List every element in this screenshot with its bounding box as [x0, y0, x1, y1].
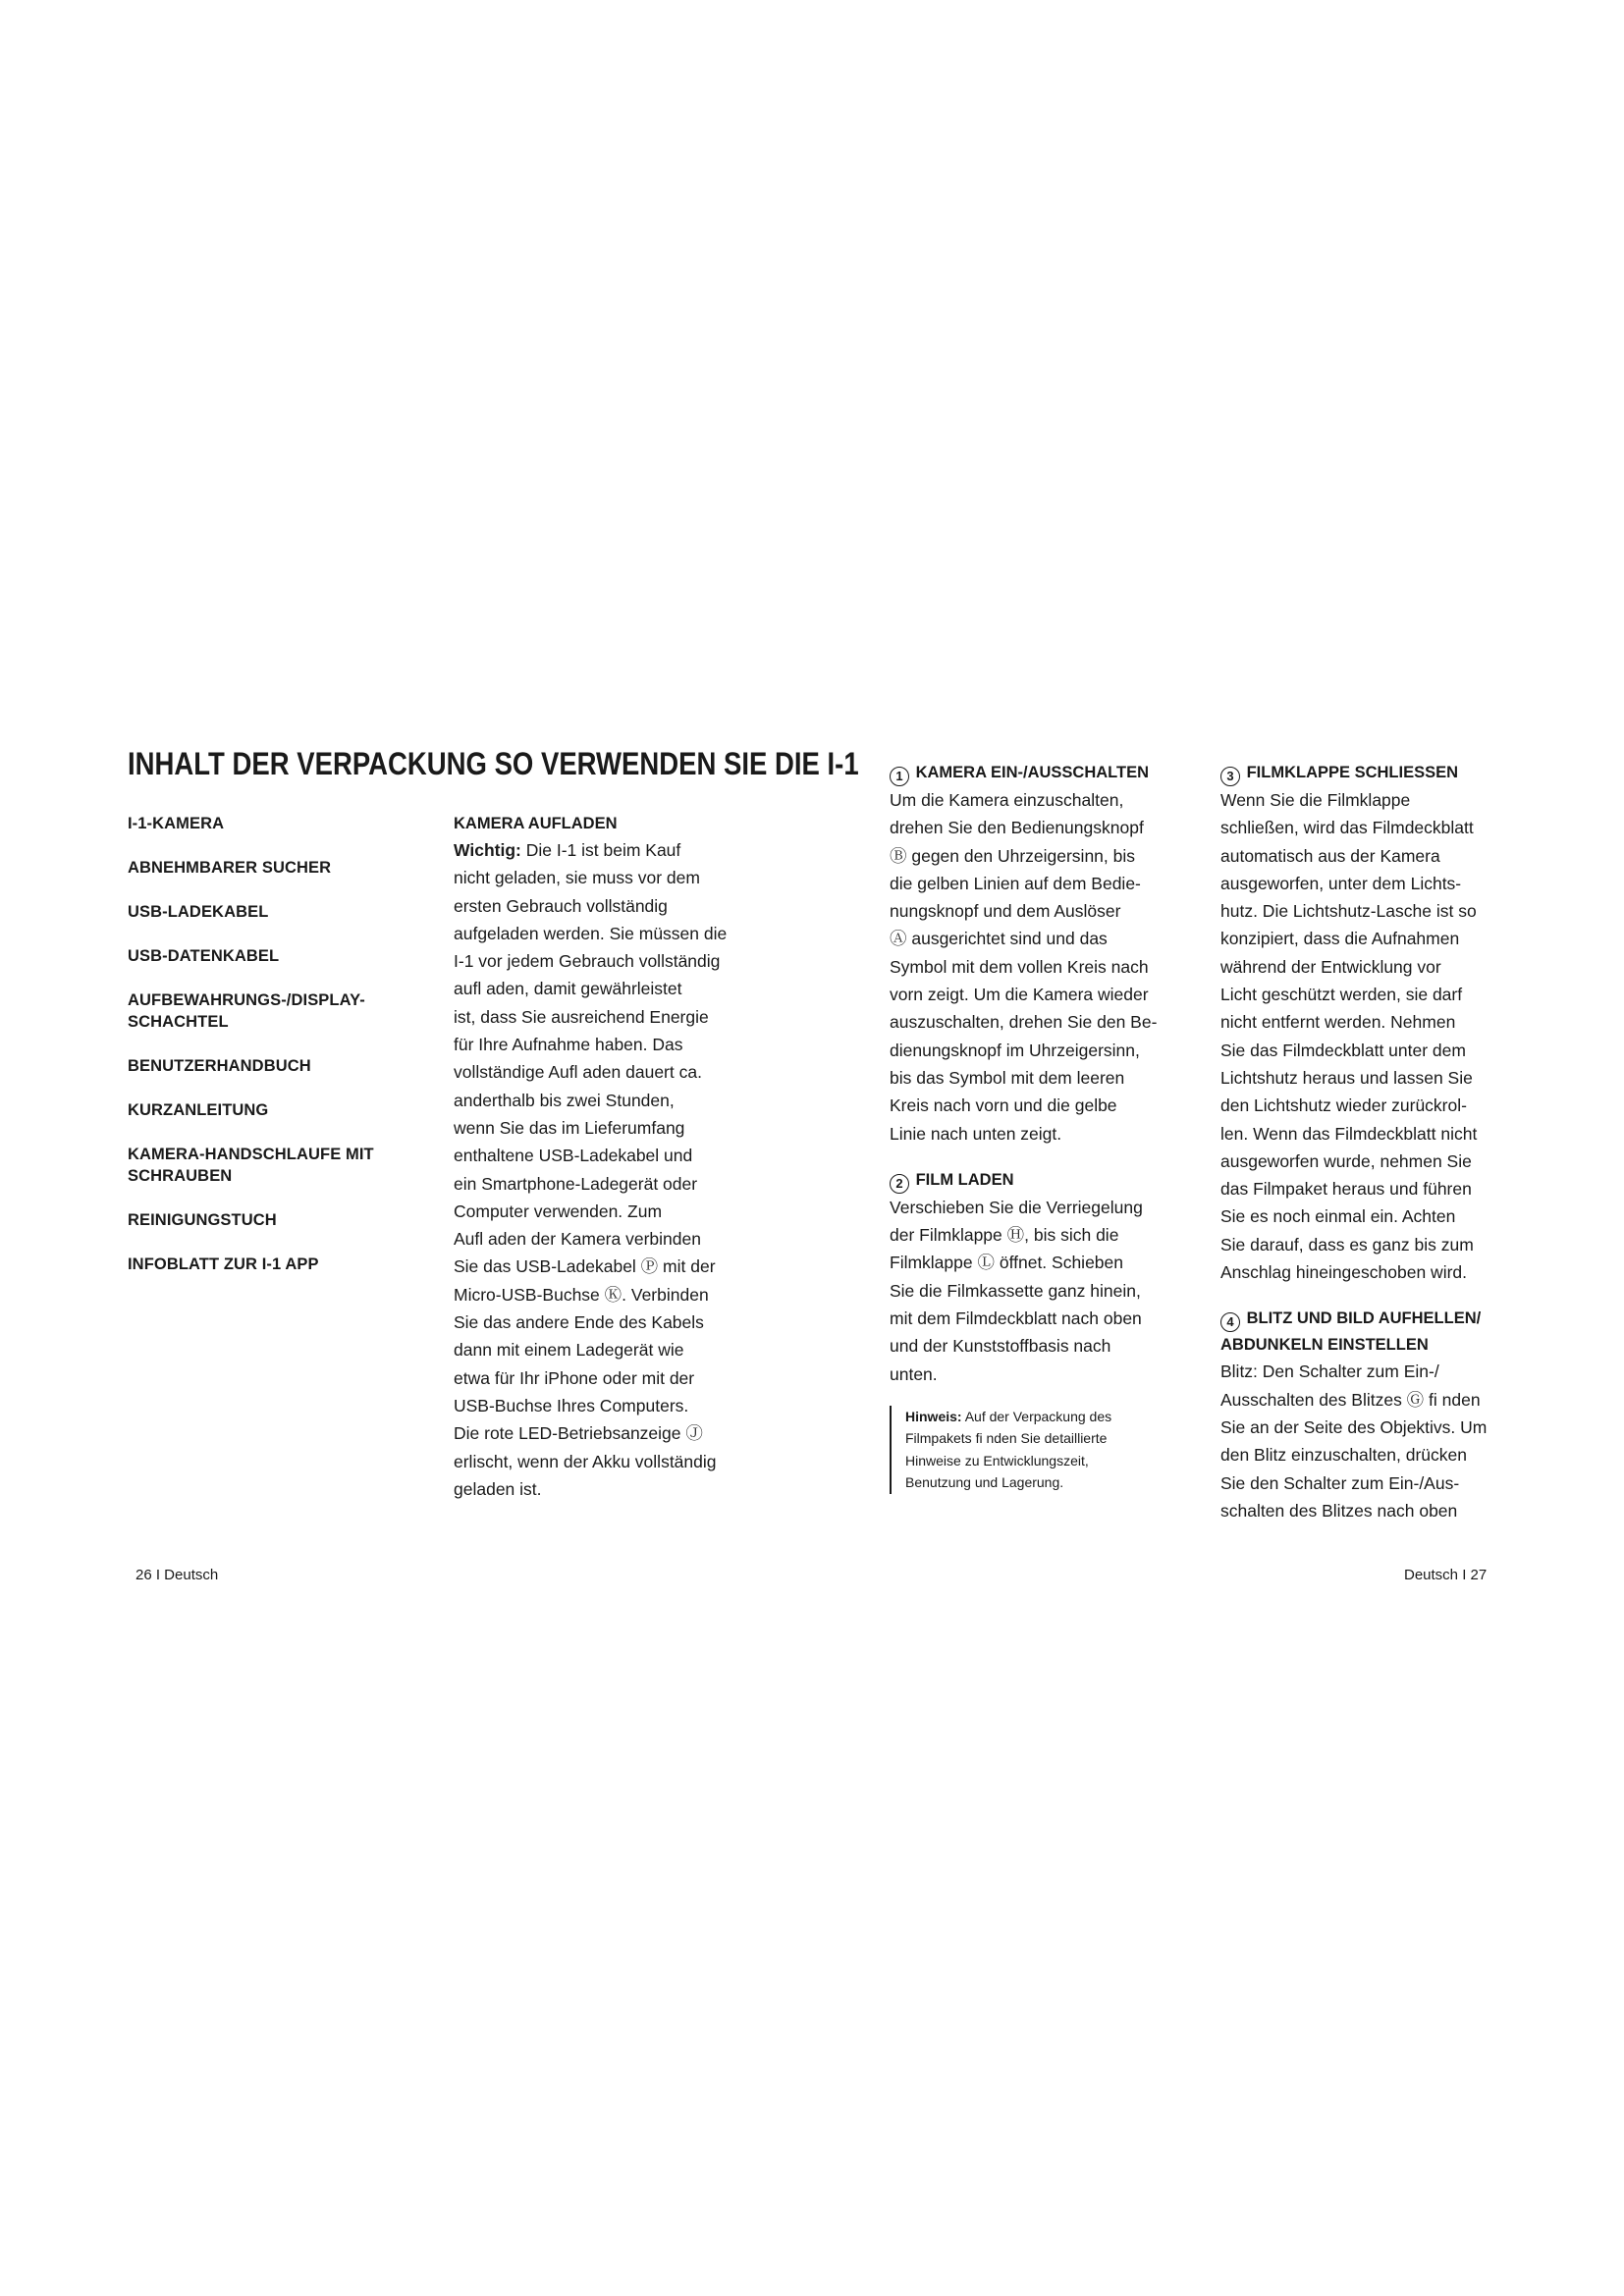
- page-title: INHALT DER VERPACKUNG SO VERWENDEN SIE DIE I-1: [128, 746, 859, 781]
- text-line: Micro-USB-Buchse Ⓚ. Verbinden: [454, 1284, 709, 1305]
- text-line: bis das Symbol mit dem leeren: [890, 1067, 1125, 1088]
- text-line: nicht entfernt werden. Nehmen: [1220, 1012, 1456, 1033]
- step-1-heading-text: KAMERA EIN-/AUSSCHALTEN: [915, 764, 1150, 781]
- text-line: schalten des Blitzes nach oben: [1220, 1500, 1458, 1521]
- text-line: automatisch aus der Kamera: [1220, 845, 1440, 866]
- text-line: Ausschalten des Blitzes Ⓖ fi nden: [1220, 1389, 1481, 1410]
- text-line: ausgeworfen, unter dem Lichts-: [1220, 873, 1462, 893]
- text-line: wenn Sie das im Lieferumfang: [454, 1117, 685, 1138]
- contents-item: INFOBLATT ZUR I-1 APP: [128, 1255, 319, 1273]
- contents-item: KURZANLEITUNG: [128, 1101, 269, 1119]
- text-line: Kreis nach vorn und die gelbe: [890, 1095, 1117, 1116]
- text-line: Anschlag hineingeschoben wird.: [1220, 1262, 1467, 1283]
- column-steps-3-4: [1220, 760, 1515, 1524]
- text-line: Sie das Filmdeckblatt unter dem: [1220, 1040, 1466, 1060]
- text-line: der Filmklappe Ⓗ, bis sich die: [890, 1225, 1119, 1246]
- hint-note: [890, 1406, 1184, 1494]
- text-line: Computer verwenden. Zum: [454, 1201, 663, 1221]
- text-line: Aufl aden der Kamera verbinden: [454, 1229, 701, 1250]
- step-2-heading-text: FILM LADEN: [915, 1170, 1014, 1189]
- step-1-heading: [890, 760, 1184, 786]
- text-line: Sie die Filmkassette ganz hinein,: [890, 1280, 1141, 1301]
- text-line: Wenn Sie die Filmklappe: [1220, 790, 1411, 810]
- text-line: dienungsknopf im Uhrzeigersinn,: [890, 1040, 1140, 1060]
- text-line: konzipiert, dass die Aufnahmen: [1220, 929, 1460, 949]
- step-3-number-icon: 3: [1220, 767, 1240, 786]
- step-2-heading: [890, 1167, 1184, 1194]
- text-line: Sie den Schalter zum Ein-/Aus-: [1220, 1472, 1460, 1493]
- text-line: die gelben Linien auf dem Bedie-: [890, 873, 1141, 893]
- text-line: erlischt, wenn der Akku vollständig: [454, 1451, 717, 1471]
- text-line: len. Wenn das Filmdeckblatt nicht: [1220, 1123, 1478, 1144]
- text-line: Sie das andere Ende des Kabels: [454, 1312, 704, 1333]
- text-line: Filmklappe Ⓛ öffnet. Schieben: [890, 1253, 1124, 1273]
- text-line: Lichtshutz heraus und lassen Sie: [1220, 1067, 1473, 1088]
- text-line: enthaltene USB-Ladekabel und: [454, 1146, 693, 1166]
- text-line: anderthalb bis zwei Stunden,: [454, 1090, 675, 1110]
- hint-text-line: Benutzung und Lagerung.: [905, 1474, 1064, 1491]
- text-line: Sie es noch einmal ein. Achten: [1220, 1206, 1456, 1227]
- text-line: nicht geladen, sie muss vor dem: [454, 868, 700, 888]
- text-line: den Lichtshutz wieder zurückrol-: [1220, 1095, 1467, 1116]
- text-line: geladen ist.: [454, 1478, 542, 1499]
- contents-item: ABNEHMBARER SUCHER: [128, 859, 332, 877]
- page-number-left: 26 I Deutsch: [135, 1567, 219, 1583]
- text-line: und der Kunststoffbasis nach: [890, 1336, 1111, 1357]
- contents-item: AUFBEWAHRUNGS-/DISPLAY- SCHACHTEL: [128, 991, 365, 1031]
- text-line: schließen, wird das Filmdeckblatt: [1220, 818, 1474, 838]
- text-line: I-1 vor jedem Gebrauch vollständig: [454, 951, 721, 972]
- step-4-heading: [1220, 1306, 1515, 1332]
- step-4-heading-line-2: ABDUNKELN EINSTELLEN: [1220, 1336, 1429, 1355]
- contents-item: I-1-KAMERA: [128, 815, 225, 832]
- text-line: Ⓐ ausgerichtet sind und das: [890, 929, 1108, 949]
- text-line: Sie darauf, dass es ganz bis zum: [1220, 1234, 1474, 1255]
- text-line: Um die Kamera einzuschalten,: [890, 790, 1124, 810]
- text-line: vollständige Aufl aden dauert ca.: [454, 1062, 702, 1083]
- text-line: Symbol mit dem vollen Kreis nach: [890, 956, 1149, 977]
- step-3-heading: [1220, 760, 1515, 786]
- section-heading: KAMERA AUFLADEN: [454, 815, 618, 832]
- text-line: Sie das USB-Ladekabel Ⓟ mit der: [454, 1256, 716, 1277]
- step-1-body: [890, 786, 1184, 1148]
- text-line: drehen Sie den Bedienungsknopf: [890, 818, 1144, 838]
- text-line: den Blitz einzuschalten, drücken: [1220, 1445, 1467, 1466]
- contents-item: BENUTZERHANDBUCH: [128, 1057, 311, 1075]
- step-2-number-icon: 2: [890, 1174, 909, 1194]
- text-line: Die rote LED-Betriebsanzeige Ⓙ: [454, 1423, 703, 1444]
- text-line: mit dem Filmdeckblatt nach oben: [890, 1308, 1142, 1329]
- step-1-number-icon: 1: [890, 767, 909, 786]
- step-2-body: [890, 1194, 1184, 1388]
- text-line: das Filmpaket heraus und führen: [1220, 1179, 1472, 1200]
- text-line: ersten Gebrauch vollständig: [454, 895, 668, 916]
- contents-list: [128, 813, 412, 1298]
- text-line: Wichtig: Die I-1 ist beim Kauf: [454, 840, 681, 860]
- text-line: etwa für Ihr iPhone oder mit der: [454, 1367, 695, 1388]
- step-4-heading-text: BLITZ UND BILD AUFHELLEN/: [1246, 1309, 1482, 1328]
- text-line: Ⓑ gegen den Uhrzeigersinn, bis: [890, 845, 1136, 866]
- text-line: Licht geschützt werden, sie darf: [1220, 985, 1463, 1005]
- page-number-right: Deutsch I 27: [1404, 1567, 1488, 1583]
- text-line: Sie an der Seite des Objektivs. Um: [1220, 1416, 1488, 1437]
- text-line: unten.: [890, 1363, 938, 1384]
- contents-item: USB-DATENKABEL: [128, 947, 280, 965]
- contents-item: REINIGUNGSTUCH: [128, 1211, 277, 1229]
- hint-text-line: Hinweise zu Entwicklungszeit,: [905, 1452, 1089, 1468]
- text-line: ausgeworfen wurde, nehmen Sie: [1220, 1150, 1472, 1171]
- column-steps-1-2: [890, 760, 1184, 1494]
- text-line: nungsknopf und dem Auslöser: [890, 901, 1121, 922]
- step-4-body: [1220, 1358, 1515, 1524]
- step-3-body: [1220, 786, 1515, 1286]
- text-line: ist, dass Sie ausreichend Energie: [454, 1006, 709, 1027]
- text-line: USB-Buchse Ihres Computers.: [454, 1395, 689, 1415]
- section-charge: [454, 811, 748, 1503]
- text-line: Verschieben Sie die Verriegelung: [890, 1197, 1143, 1217]
- text-line: während der Entwicklung vor: [1220, 956, 1441, 977]
- text-line: auszuschalten, drehen Sie den Be-: [890, 1012, 1158, 1033]
- step-4-number-icon: 4: [1220, 1312, 1240, 1332]
- contents-item: KAMERA-HANDSCHLAUFE MIT SCHRAUBEN: [128, 1146, 374, 1185]
- section-body: [454, 836, 748, 1503]
- text-line: Blitz: Den Schalter zum Ein-/: [1220, 1362, 1439, 1382]
- text-line: aufl aden, damit gewährleistet: [454, 979, 682, 999]
- text-line: vorn zeigt. Um die Kamera wieder: [890, 985, 1149, 1005]
- hint-text-line: Filmpakets fi nden Sie detaillierte: [905, 1430, 1108, 1447]
- text-line: dann mit einem Ladegerät wie: [454, 1340, 684, 1361]
- text-line: ein Smartphone-Ladegerät oder: [454, 1173, 698, 1194]
- text-line: hutz. Die Lichtshutz-Lasche ist so: [1220, 901, 1477, 922]
- step-3-heading-text: FILMKLAPPE SCHLIESSEN: [1246, 764, 1459, 781]
- text-line: aufgeladen werden. Sie müssen die: [454, 923, 728, 943]
- text-line: Linie nach unten zeigt.: [890, 1123, 1062, 1144]
- hint-text-line: Auf der Verpackung des: [961, 1408, 1112, 1424]
- hint-label: Hinweis:: [905, 1408, 962, 1424]
- contents-item: USB-LADEKABEL: [128, 903, 269, 921]
- text-line: für Ihre Aufnahme haben. Das: [454, 1035, 683, 1055]
